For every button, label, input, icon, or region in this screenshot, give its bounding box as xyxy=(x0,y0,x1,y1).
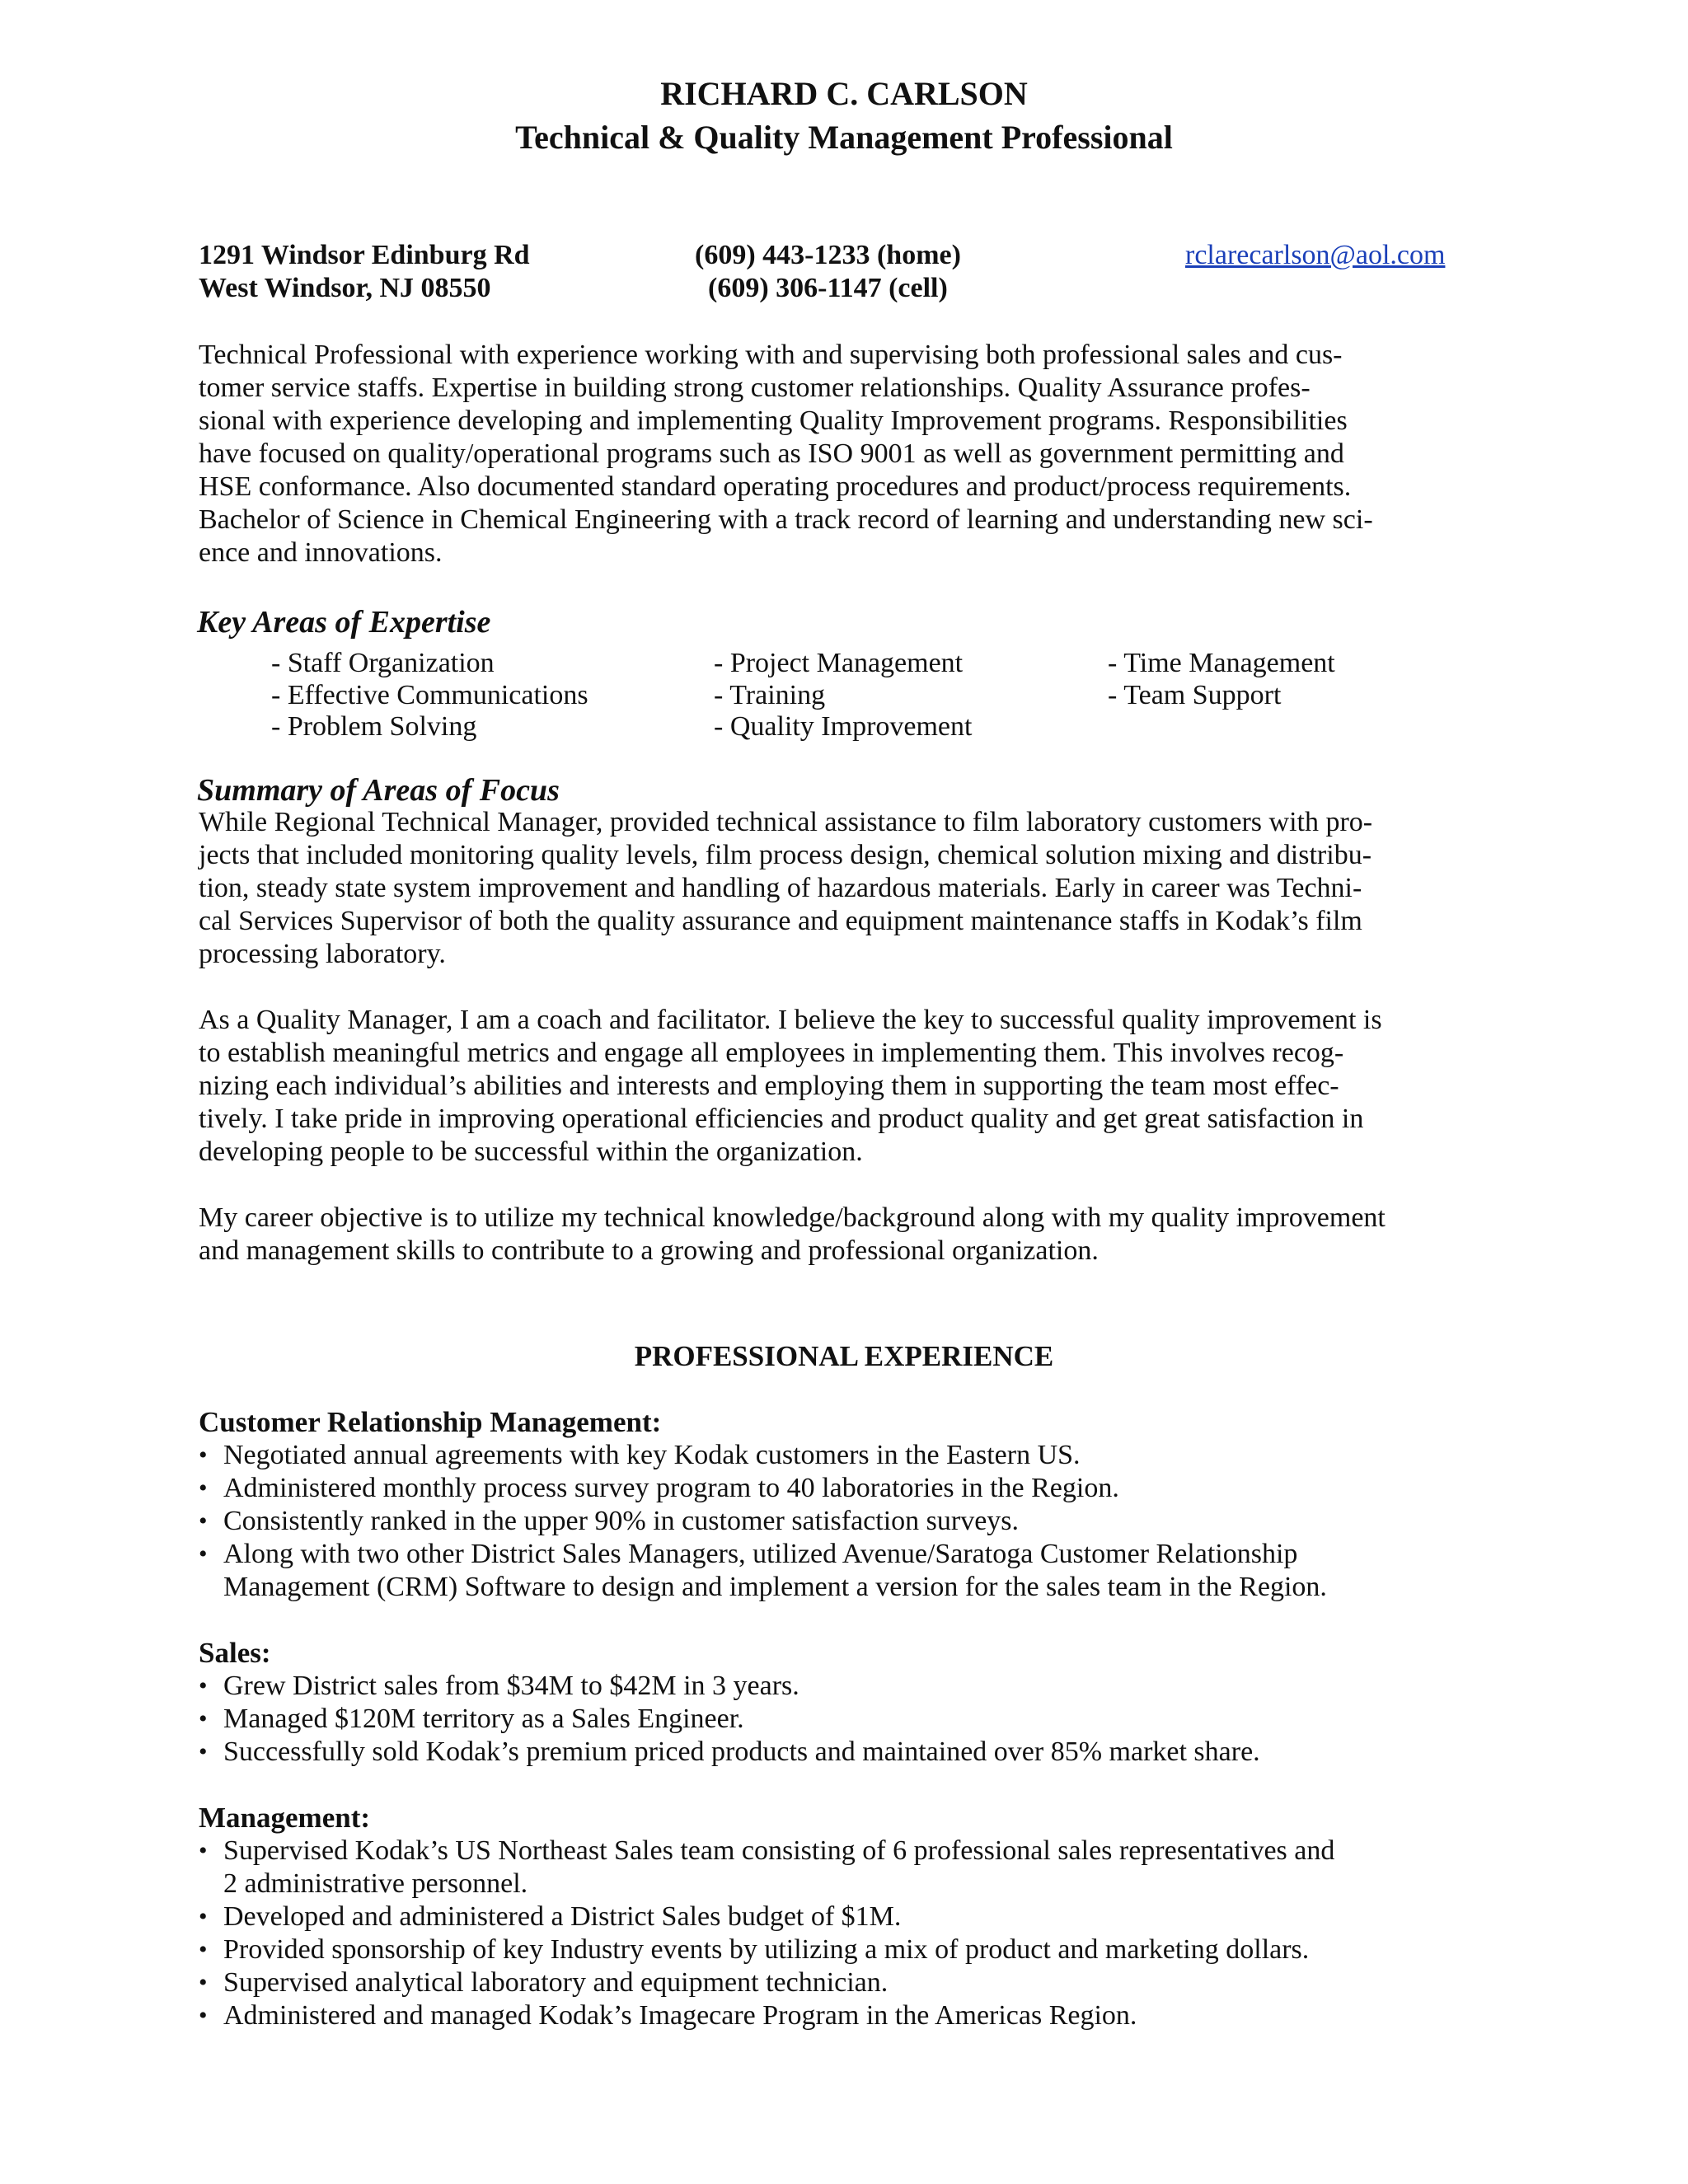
skill-item: - Time Management xyxy=(1108,648,1335,678)
bullet-glyph: • xyxy=(199,1507,208,1535)
focus-line: processing laboratory. xyxy=(199,939,446,969)
candidate-title: Technical & Quality Management Professional xyxy=(515,119,1173,156)
list-item: • Negotiated annual agreements with key Kodak customers in the Eastern US. xyxy=(199,1440,1081,1470)
experience-heading: PROFESSIONAL EXPERIENCE xyxy=(634,1340,1054,1372)
focus-line: While Regional Technical Manager, provided technical assistance to film laboratory customers with pro- xyxy=(199,807,1373,837)
sales-list xyxy=(199,1670,1517,1769)
expertise-heading: Key Areas of Expertise xyxy=(197,605,491,640)
list-item: • Administered and managed Kodak’s Imagecare Program in the Americas Region. xyxy=(199,2000,1137,2031)
bullet-glyph: • xyxy=(199,2002,208,2029)
intro-line: Technical Professional with experience working with and supervising both professional sales and cus- xyxy=(199,340,1343,370)
list-item: • Provided sponsorship of key Industry events by utilizing a mix of product and marketing dollars. xyxy=(199,1934,1310,1965)
bullet-glyph: • xyxy=(199,1969,208,1996)
list-item: • Supervised analytical laboratory and equipment technician. xyxy=(199,1967,889,1998)
phone-home: (609) 443-1233 (home) xyxy=(695,240,961,270)
phone-cell: (609) 306-1147 (cell) xyxy=(708,273,948,303)
list-item: • Grew District sales from $34M to $42M in 3 years. xyxy=(199,1671,799,1701)
candidate-name: RICHARD C. CARLSON xyxy=(660,75,1028,112)
skill-item: - Team Support xyxy=(1108,680,1282,710)
management-list xyxy=(199,1835,1517,2032)
focus-paragraph-2 xyxy=(199,1004,1484,1169)
list-item: • Along with two other District Sales Managers, utilized Avenue/Saratoga Customer Relationship Management (CRM) Software to design and implement a version for the sales team in the Region. xyxy=(199,1539,1327,1602)
intro-paragraph xyxy=(199,339,1484,569)
focus-line: nizing each individual’s abilities and interests and employing them in supporting the team most effec- xyxy=(199,1071,1339,1101)
bullet-glyph: • xyxy=(199,1540,208,1568)
focus-paragraph-3 xyxy=(199,1202,1484,1268)
skill-item: - Quality Improvement xyxy=(714,711,973,742)
skill-item: - Effective Communications xyxy=(271,680,588,710)
email-link[interactable]: rclarecarlson@aol.com xyxy=(1185,240,1446,270)
bullet-glyph: • xyxy=(199,1738,208,1765)
skill-item: - Training xyxy=(714,680,826,710)
focus-line: and management skills to contribute to a growing and professional organization. xyxy=(199,1235,1099,1266)
intro-line: have focused on quality/operational programs such as ISO 9001 as well as government permitting and xyxy=(199,438,1344,469)
list-item: • Administered monthly process survey program to 40 laboratories in the Region. xyxy=(199,1473,1119,1503)
list-item: • Developed and administered a District Sales budget of $1M. xyxy=(199,1901,902,1932)
intro-line: ence and innovations. xyxy=(199,537,443,568)
focus-line: cal Services Supervisor of both the quality assurance and equipment maintenance staffs in Kodak’s film xyxy=(199,906,1362,936)
bullet-glyph: • xyxy=(199,1474,208,1502)
intro-line: tomer service staffs. Expertise in building strong customer relationships. Quality Assurance profes- xyxy=(199,373,1311,403)
crm-heading: Customer Relationship Management: xyxy=(199,1406,662,1438)
focus-line: As a Quality Manager, I am a coach and facilitator. I believe the key to successful quality improvement is xyxy=(199,1005,1382,1035)
bullet-glyph: • xyxy=(199,1672,208,1699)
list-item: • Successfully sold Kodak’s premium priced products and maintained over 85% market share. xyxy=(199,1736,1260,1767)
bullet-glyph: • xyxy=(199,1936,208,1963)
crm-list xyxy=(199,1439,1517,1604)
intro-line: Bachelor of Science in Chemical Engineering with a track record of learning and understanding new sci- xyxy=(199,504,1373,535)
bullet-glyph: • xyxy=(199,1837,208,1864)
address-line-2: West Windsor, NJ 08550 xyxy=(199,273,491,303)
list-item: • Consistently ranked in the upper 90% in customer satisfaction surveys. xyxy=(199,1506,1020,1536)
intro-line: sional with experience developing and implementing Quality Improvement programs. Responsibilities xyxy=(199,405,1348,436)
management-heading: Management: xyxy=(199,1802,371,1834)
focus-line: My career objective is to utilize my technical knowledge/background along with my quality improvement xyxy=(199,1202,1386,1233)
focus-line: tively. I take pride in improving operational efficiencies and product quality and get great satisfaction in xyxy=(199,1104,1364,1134)
sales-heading: Sales: xyxy=(199,1637,271,1669)
address-line-1: 1291 Windsor Edinburg Rd xyxy=(199,240,530,270)
focus-line: developing people to be successful within the organization. xyxy=(199,1137,863,1167)
skill-item: - Problem Solving xyxy=(271,711,477,742)
focus-line: to establish meaningful metrics and engage all employees in implementing them. This involves recog- xyxy=(199,1038,1344,1068)
bullet-glyph: • xyxy=(199,1903,208,1930)
skill-item: - Project Management xyxy=(714,648,964,678)
focus-heading: Summary of Areas of Focus xyxy=(197,773,560,808)
focus-line: tion, steady state system improvement and handling of hazardous materials. Early in career was Techni- xyxy=(199,873,1362,903)
intro-line: HSE conformance. Also documented standard operating procedures and product/process requirements. xyxy=(199,471,1352,502)
bullet-glyph: • xyxy=(199,1441,208,1469)
bullet-glyph: • xyxy=(199,1705,208,1732)
focus-paragraph-1 xyxy=(199,806,1484,971)
list-item: • Managed $120M territory as a Sales Engineer. xyxy=(199,1704,744,1734)
list-item: • Supervised Kodak’s US Northeast Sales team consisting of 6 professional sales representatives and 2 administrative personnel. xyxy=(199,1835,1335,1899)
focus-line: jects that included monitoring quality levels, film process design, chemical solution mixing and distribu- xyxy=(199,840,1372,870)
skill-item: - Staff Organization xyxy=(271,648,495,678)
